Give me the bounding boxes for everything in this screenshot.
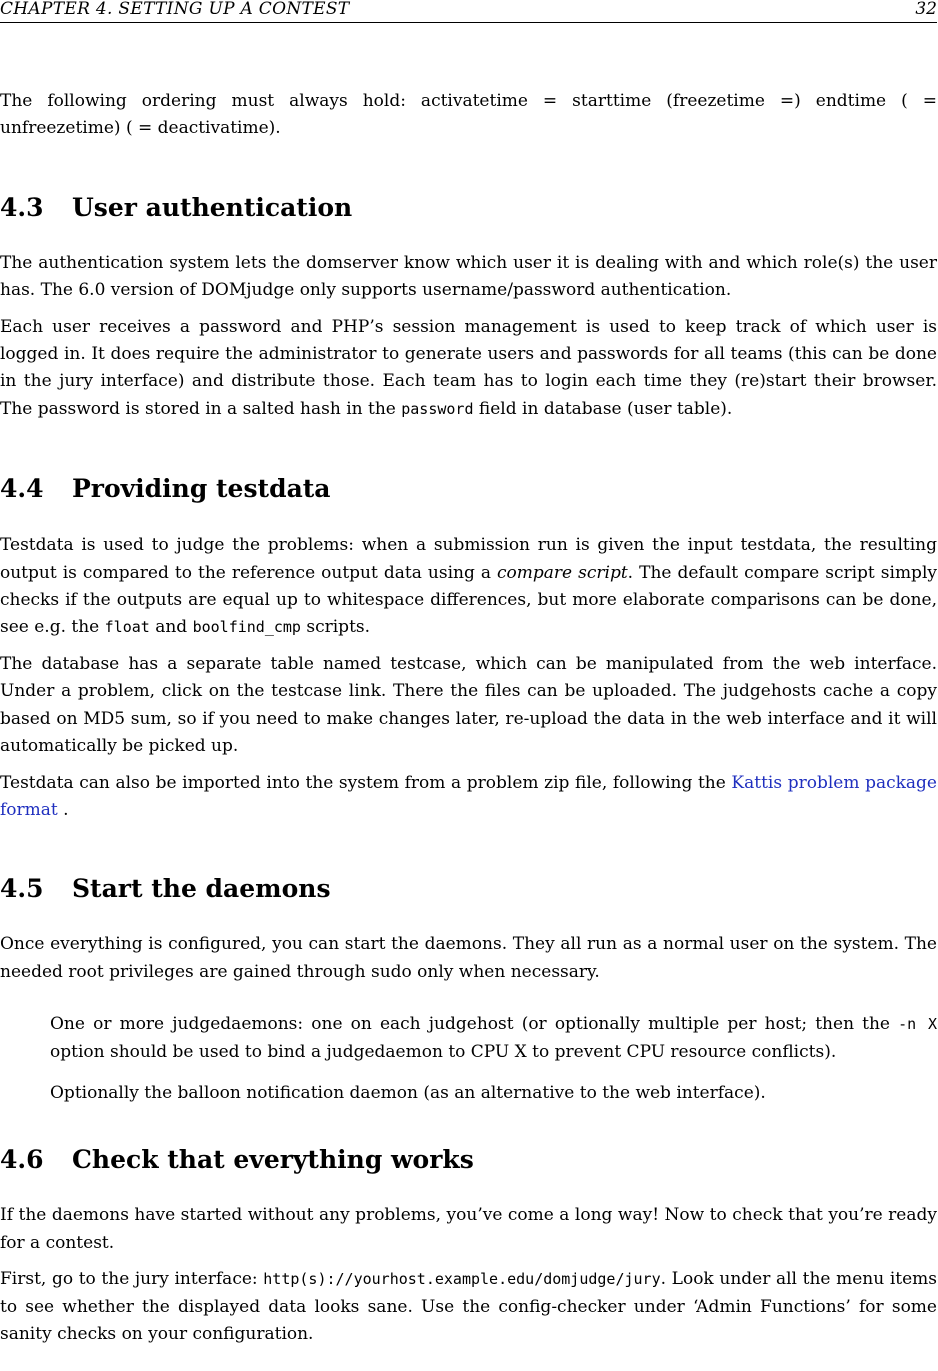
paragraph: Once everything is configured, you can start the daemons. They all run as a normal user on the system. The needed root privileges are gained through sudo only when necessary. <box>0 934 937 982</box>
text-run: Each user receives a password and PHP’s session management is used to keep track of which user is logged in. It does require the administrator to generate users and passwords for all teams (this can be done in the jury interface) and distribute those. Each team has to login each time they (re)start their browser. The password is stored in a salted hash in the <box>0 316 937 419</box>
section-title: User authentication <box>72 192 353 222</box>
text-run: scripts. <box>300 617 371 638</box>
section-number: 4.4 <box>0 474 44 504</box>
text-run: option should be used to bind a judgedaemon to CPU X to prevent CPU resource conflicts). <box>50 1041 837 1062</box>
section-title: Start the daemons <box>72 874 331 904</box>
text-run: . Look under all the menu items to see whether the displayed data looks sane. Use the config-checker under ‘Admin Functions’ for some sanity checks on your configuration. <box>0 1269 937 1344</box>
ordering-paragraph: The following ordering must always hold: activatetime = starttime (freezetime =) endtime ( = unfreezetime) ( = deactivatime). <box>0 91 937 139</box>
text-run: and <box>149 617 193 638</box>
page-number: 32 <box>915 0 937 19</box>
list-item: Optionally the balloon notification daemon (as an alternative to the web interface). <box>50 1082 766 1103</box>
paragraph <box>0 314 937 424</box>
section-number: 4.6 <box>0 1145 44 1175</box>
paragraph <box>0 1266 937 1348</box>
page-content <box>0 88 937 1357</box>
section-heading-4-3 <box>0 193 937 223</box>
section-heading-4-6 <box>0 1145 937 1175</box>
text-run: First, go to the jury interface: <box>0 1269 264 1290</box>
daemon-list <box>50 1011 937 1107</box>
section-title: Providing testdata <box>72 474 331 504</box>
text-run: One or more judgedaemons: one on each judgehost (or optionally multiple per host; then the <box>50 1014 899 1035</box>
emphasis: compare script <box>497 562 628 583</box>
text-run: field in database (user table). <box>473 398 733 419</box>
text-run: Testdata can also be imported into the system from a problem zip file, following the <box>0 772 732 793</box>
text-run: . <box>57 799 69 820</box>
section-title: Check that everything works <box>72 1145 474 1175</box>
section-number: 4.5 <box>0 874 44 904</box>
text-run: Testdata is used to judge the problems: when a submission run is given the input testdata, the resulting output is compared to the reference output data using a <box>0 535 937 583</box>
chapter-title: CHAPTER 4. SETTING UP A CONTEST <box>0 0 350 19</box>
kattis-format-link[interactable]: Kattis problem package format <box>0 772 937 820</box>
paragraph: The database has a separate table named testcase, which can be manipulated from the web interface. Under a problem, click on the testcase link. There the files can be uploaded. The judgehosts cache a copy based on MD5 sum, so if you need to make changes later, re-upload the data in the web interface and it will automatically be picked up. <box>0 653 937 757</box>
inline-code: password <box>401 399 474 418</box>
section-heading-4-5 <box>0 874 937 904</box>
paragraph <box>0 532 937 642</box>
text-run: . The default compare script simply checks if the outputs are equal up to whitespace differences, but more elaborate comparisons can be done, see e.g. the <box>0 562 937 638</box>
jury-url: http(s)://yourhost.example.edu/domjudge/jury <box>263 1270 661 1289</box>
inline-code: -n X <box>898 1015 937 1034</box>
section-heading-4-4 <box>0 474 937 504</box>
inline-code: boolfind_cmp <box>192 618 301 637</box>
inline-code: float <box>104 618 150 637</box>
paragraph: The authentication system lets the domserver know which user it is dealing with and which role(s) the user has. The 6.0 version of DOMjudge only supports username/password authentication. <box>0 252 937 301</box>
list-item <box>50 1011 937 1066</box>
paragraph: If the daemons have started without any problems, you’ve come a long way! Now to check that you’re ready for a contest. <box>0 1205 937 1253</box>
paragraph <box>0 770 937 825</box>
running-header <box>0 0 937 23</box>
section-number: 4.3 <box>0 192 44 222</box>
